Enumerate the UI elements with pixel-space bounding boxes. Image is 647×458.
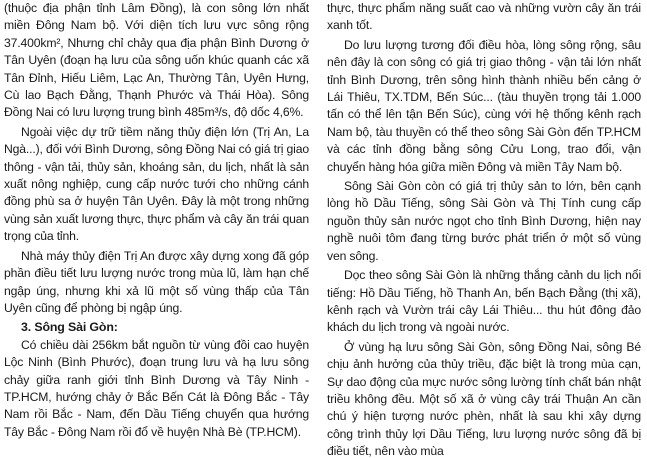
paragraph-transport: Do lưu lượng tương đối điều hòa, lòng sông rộng, sâu nên đây là con sông có giá trị giao thông - vận tải lớn nhất tỉnh Bình Dương, trên sông hình thành nhiều bến cảng ở Lái Thiêu, TX.TDM, Bến Súc... (tàu thuyền trọng tải 1.000 tấn có thể lên tận Bến Súc), cùng với hệ thống kênh rạch Nam bộ, tàu thuyền có thể theo sông Sài Gòn đến TP.HCM và các tỉnh đồng bằng sông Cửu Long, trao đổi, vận chuyển hàng hóa giữa miền Đông và miền Tây Nam bộ. <box>327 37 641 174</box>
paragraph-dong-nai-intro: (thuộc địa phận tỉnh Lâm Đồng), là con sông lớn nhất miền Đông Nam bộ. Với diện tích lưu vực sông rộng 37.400km², Nhưng chỉ chảy qua địa phận Bình Dương ở Tân Uyên (đoạn hạ lưu của sông uốn khúc quanh các xã Tân Đỉnh, Hiếu Liêm, Lạc An, Thường Tân, Uyên Hưng, Cù lao Bạch Đằng, Thạnh Phước và Thái Hòa). Sông Đồng Nai có lưu lượng trung bình 485m³/s, độ dốc 4,6%. <box>4 1 309 120</box>
paragraph-tri-an-dam: Nhà máy thủy điện Trị An được xây dựng xong đã góp phần điều tiết lưu lượng nước trong mùa lũ, làm hạn chế ngập úng, nhưng khi xả lũ một số vùng thấp của Tân Uyên cũng để phòng bị ngập úng. <box>4 248 309 315</box>
section-heading-sai-gon: 3. Sông Sài Gòn: <box>21 320 118 335</box>
left-column <box>0 0 313 458</box>
paragraph-tourism: Dọc theo sông Sài Gòn là những thắng cảnh du lịch nổi tiếng: Hồ Dầu Tiếng, hồ Thanh An, bến Bạch Đằng (thị xã), kênh rạch và Vườn trái cây Lái Thiêu... thu hút đông đảo khách du lịch trong và ngoài nước. <box>327 268 641 335</box>
right-column <box>313 0 647 458</box>
paragraph-continuation: thực, thực phẩm năng suất cao và những vườn cây ăn trái xanh tốt. <box>327 1 641 33</box>
paragraph-sai-gon-course: Có chiều dài 256km bắt nguồn từ vùng đồi cao huyện Lộc Ninh (Bình Phước), đoạn trung lưu và hạ lưu sông chảy giữa ranh giới tỉnh Bình Dương và Tây Ninh - TP.HCM, hướng chảy ở Bắc Bến Cát là Đông Bắc - Tây Nam rồi Bắc - Nam, đến Dầu Tiếng chuyển qua hướng Tây Bắc - Đông Nam rồi đổ về huyện Nhà Bè (TP.HCM). <box>4 337 309 439</box>
paragraph-tri-an-value: Ngoài việc dự trữ tiềm năng thủy điện lớn (Trị An, La Ngà...), đối với Bình Dương, sông Đồng Nai có giá trị giao thông - vận tải, thủy sản, khoáng sản, du lịch, nhất là sản xuất nông nghiệp, cung cấp nước tưới cho những cánh đồng phù sa ở huyện Tân Uyên. Đây là một trong những vùng sản xuất lương thực, thực phẩm và cây ăn trái quan trọng của tỉnh. <box>4 124 309 244</box>
paragraph-tides: Ở vùng hạ lưu sông Sài Gòn, sông Đồng Nai, sông Bé chịu ảnh hưởng của thủy triều, đặc biệt là trong mùa cạn, Sự dao động của mực nước sông lường tính chất bán nhật triều không đều. Một số xã ở vùng cây trái Thuận An cần chú ý hiện tượng nước phèn, nhất là sau khi xây dựng công trình thủy lợi Dầu Tiếng, lưu lượng nước sông đã bị điều tiết, nên vào mùa <box>327 339 641 458</box>
paragraph-fisheries: Sông Sài Gòn còn có giá trị thủy sản to lớn, bên cạnh lòng hồ Dầu Tiếng, sông Sài Gòn và Thị Tính cung cấp nguồn thủy sản nước ngọt cho tỉnh Bình Dương, hiện nay nghề nuôi tôm đang từng bước phát triển ở một số vùng ven sông. <box>327 179 641 263</box>
